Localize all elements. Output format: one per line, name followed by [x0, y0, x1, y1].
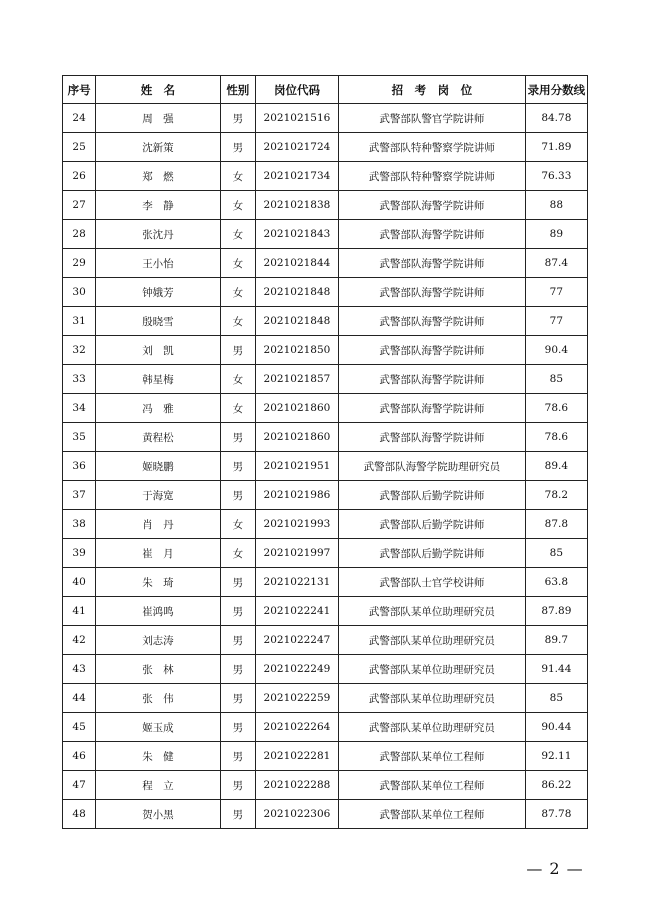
table-row [63, 220, 588, 249]
table-row [63, 365, 588, 394]
cell-score: 92.11 [525, 742, 587, 771]
cell-gender: 男 [220, 568, 255, 597]
cell-gender: 女 [220, 539, 255, 568]
cell-score: 78.6 [525, 423, 587, 452]
cell-score: 87.4 [525, 249, 587, 278]
header-score: 录用分数线 [525, 76, 587, 104]
cell-index: 38 [63, 510, 96, 539]
cell-index: 47 [63, 771, 96, 800]
table-row [63, 684, 588, 713]
table-row [63, 452, 588, 481]
cell-name: 冯 雅 [96, 394, 221, 423]
cell-name: 郑 燃 [96, 162, 221, 191]
cell-position-code: 2021021993 [255, 510, 338, 539]
cell-score: 76.33 [525, 162, 587, 191]
header-position: 招 考 岗 位 [338, 76, 525, 104]
table-row [63, 249, 588, 278]
cell-index: 32 [63, 336, 96, 365]
cell-score: 77 [525, 278, 587, 307]
cell-score: 89.4 [525, 452, 587, 481]
cell-position-code: 2021021850 [255, 336, 338, 365]
cell-position-code: 2021022281 [255, 742, 338, 771]
table-row [63, 191, 588, 220]
cell-position-code: 2021022306 [255, 800, 338, 829]
cell-position-code: 2021022259 [255, 684, 338, 713]
cell-position-code: 2021022288 [255, 771, 338, 800]
cell-gender: 男 [220, 626, 255, 655]
cell-score: 90.4 [525, 336, 587, 365]
cell-position: 武警部队海警学院讲师 [338, 394, 525, 423]
cell-position: 武警部队某单位工程师 [338, 742, 525, 771]
cell-score: 87.89 [525, 597, 587, 626]
cell-gender: 男 [220, 423, 255, 452]
cell-index: 29 [63, 249, 96, 278]
cell-gender: 男 [220, 771, 255, 800]
cell-index: 48 [63, 800, 96, 829]
cell-position: 武警部队海警学院讲师 [338, 336, 525, 365]
cell-gender: 女 [220, 394, 255, 423]
cell-position: 武警部队海警学院助理研究员 [338, 452, 525, 481]
cell-score: 77 [525, 307, 587, 336]
cell-gender: 女 [220, 220, 255, 249]
cell-name: 崔鸿鸣 [96, 597, 221, 626]
cell-position: 武警部队某单位助理研究员 [338, 713, 525, 742]
cell-name: 李 静 [96, 191, 221, 220]
table-row [63, 655, 588, 684]
cell-name: 刘 凯 [96, 336, 221, 365]
cell-name: 肖 丹 [96, 510, 221, 539]
header-gender: 性别 [220, 76, 255, 104]
cell-index: 35 [63, 423, 96, 452]
cell-gender: 男 [220, 133, 255, 162]
cell-index: 33 [63, 365, 96, 394]
table-row [63, 162, 588, 191]
cell-name: 贺小黑 [96, 800, 221, 829]
cell-position: 武警部队警官学院讲师 [338, 104, 525, 133]
cell-position-code: 2021021848 [255, 278, 338, 307]
cell-position: 武警部队士官学校讲师 [338, 568, 525, 597]
cell-position: 武警部队海警学院讲师 [338, 249, 525, 278]
cell-position-code: 2021021838 [255, 191, 338, 220]
cell-score: 90.44 [525, 713, 587, 742]
cell-index: 25 [63, 133, 96, 162]
cell-position: 武警部队海警学院讲师 [338, 278, 525, 307]
cell-position: 武警部队海警学院讲师 [338, 365, 525, 394]
header-position-code: 岗位代码 [255, 76, 338, 104]
cell-score: 89 [525, 220, 587, 249]
table-header-row [63, 76, 588, 104]
cell-position-code: 2021021734 [255, 162, 338, 191]
cell-position-code: 2021021516 [255, 104, 338, 133]
table-row [63, 307, 588, 336]
table-row [63, 423, 588, 452]
table-row [63, 539, 588, 568]
cell-position-code: 2021021844 [255, 249, 338, 278]
cell-position: 武警部队某单位助理研究员 [338, 597, 525, 626]
cell-position: 武警部队海警学院讲师 [338, 423, 525, 452]
cell-score: 78.2 [525, 481, 587, 510]
cell-index: 36 [63, 452, 96, 481]
cell-position-code: 2021022241 [255, 597, 338, 626]
results-table [62, 75, 588, 829]
cell-index: 39 [63, 539, 96, 568]
cell-score: 78.6 [525, 394, 587, 423]
table-body [63, 104, 588, 829]
cell-position: 武警部队某单位助理研究员 [338, 655, 525, 684]
cell-position: 武警部队某单位工程师 [338, 800, 525, 829]
cell-index: 44 [63, 684, 96, 713]
cell-position: 武警部队特种警察学院讲师 [338, 133, 525, 162]
cell-name: 姬晓鹏 [96, 452, 221, 481]
cell-gender: 男 [220, 481, 255, 510]
cell-name: 黄程松 [96, 423, 221, 452]
cell-position-code: 2021022264 [255, 713, 338, 742]
cell-name: 王小怡 [96, 249, 221, 278]
cell-position-code: 2021022249 [255, 655, 338, 684]
cell-score: 88 [525, 191, 587, 220]
cell-index: 37 [63, 481, 96, 510]
cell-index: 24 [63, 104, 96, 133]
cell-gender: 女 [220, 307, 255, 336]
cell-name: 崔 月 [96, 539, 221, 568]
header-index: 序号 [63, 76, 96, 104]
cell-position: 武警部队特种警察学院讲师 [338, 162, 525, 191]
table-row [63, 278, 588, 307]
cell-position-code: 2021021724 [255, 133, 338, 162]
cell-gender: 女 [220, 191, 255, 220]
cell-position: 武警部队海警学院讲师 [338, 307, 525, 336]
cell-name: 程 立 [96, 771, 221, 800]
cell-position-code: 2021021997 [255, 539, 338, 568]
cell-score: 84.78 [525, 104, 587, 133]
cell-position: 武警部队后勤学院讲师 [338, 481, 525, 510]
cell-gender: 男 [220, 452, 255, 481]
cell-position-code: 2021021857 [255, 365, 338, 394]
cell-index: 41 [63, 597, 96, 626]
table-row [63, 510, 588, 539]
results-table-container [62, 75, 588, 829]
cell-name: 钟娥芳 [96, 278, 221, 307]
cell-gender: 女 [220, 278, 255, 307]
cell-index: 46 [63, 742, 96, 771]
cell-gender: 女 [220, 249, 255, 278]
table-row [63, 481, 588, 510]
cell-position-code: 2021021848 [255, 307, 338, 336]
cell-index: 31 [63, 307, 96, 336]
cell-score: 71.89 [525, 133, 587, 162]
cell-position: 武警部队后勤学院讲师 [338, 510, 525, 539]
table-row [63, 597, 588, 626]
cell-position: 武警部队某单位助理研究员 [338, 626, 525, 655]
cell-position: 武警部队后勤学院讲师 [338, 539, 525, 568]
table-row [63, 336, 588, 365]
table-row [63, 568, 588, 597]
cell-name: 于海宽 [96, 481, 221, 510]
cell-score: 63.8 [525, 568, 587, 597]
header-name: 姓 名 [96, 76, 221, 104]
cell-gender: 男 [220, 336, 255, 365]
cell-score: 87.8 [525, 510, 587, 539]
cell-index: 40 [63, 568, 96, 597]
cell-index: 28 [63, 220, 96, 249]
cell-score: 85 [525, 365, 587, 394]
cell-gender: 男 [220, 684, 255, 713]
cell-gender: 女 [220, 162, 255, 191]
cell-position-code: 2021021986 [255, 481, 338, 510]
cell-position-code: 2021021843 [255, 220, 338, 249]
cell-name: 刘志涛 [96, 626, 221, 655]
cell-score: 89.7 [525, 626, 587, 655]
cell-name: 姬玉成 [96, 713, 221, 742]
table-row [63, 104, 588, 133]
cell-name: 张 伟 [96, 684, 221, 713]
cell-name: 沈新策 [96, 133, 221, 162]
cell-gender: 男 [220, 713, 255, 742]
cell-score: 86.22 [525, 771, 587, 800]
cell-score: 91.44 [525, 655, 587, 684]
cell-name: 韩星梅 [96, 365, 221, 394]
cell-gender: 男 [220, 104, 255, 133]
cell-index: 30 [63, 278, 96, 307]
cell-name: 殷晓雪 [96, 307, 221, 336]
cell-index: 42 [63, 626, 96, 655]
cell-position: 武警部队海警学院讲师 [338, 191, 525, 220]
cell-score: 87.78 [525, 800, 587, 829]
cell-gender: 男 [220, 800, 255, 829]
cell-position-code: 2021022131 [255, 568, 338, 597]
cell-position-code: 2021021951 [255, 452, 338, 481]
cell-gender: 男 [220, 597, 255, 626]
cell-index: 45 [63, 713, 96, 742]
cell-position-code: 2021022247 [255, 626, 338, 655]
cell-position: 武警部队某单位工程师 [338, 771, 525, 800]
cell-position-code: 2021021860 [255, 423, 338, 452]
table-row [63, 800, 588, 829]
cell-score: 85 [525, 684, 587, 713]
cell-index: 27 [63, 191, 96, 220]
cell-name: 张沈丹 [96, 220, 221, 249]
cell-position: 武警部队某单位助理研究员 [338, 684, 525, 713]
cell-index: 26 [63, 162, 96, 191]
cell-gender: 男 [220, 742, 255, 771]
cell-index: 34 [63, 394, 96, 423]
cell-name: 朱 琦 [96, 568, 221, 597]
cell-position: 武警部队海警学院讲师 [338, 220, 525, 249]
page-number: — 2 — [526, 859, 584, 878]
cell-name: 张 林 [96, 655, 221, 684]
table-row [63, 771, 588, 800]
table-row [63, 394, 588, 423]
cell-gender: 男 [220, 655, 255, 684]
cell-score: 85 [525, 539, 587, 568]
table-row [63, 742, 588, 771]
table-row [63, 713, 588, 742]
table-row [63, 133, 588, 162]
cell-name: 朱 健 [96, 742, 221, 771]
cell-gender: 女 [220, 510, 255, 539]
cell-position-code: 2021021860 [255, 394, 338, 423]
cell-gender: 女 [220, 365, 255, 394]
table-row [63, 626, 588, 655]
cell-index: 43 [63, 655, 96, 684]
cell-name: 周 强 [96, 104, 221, 133]
